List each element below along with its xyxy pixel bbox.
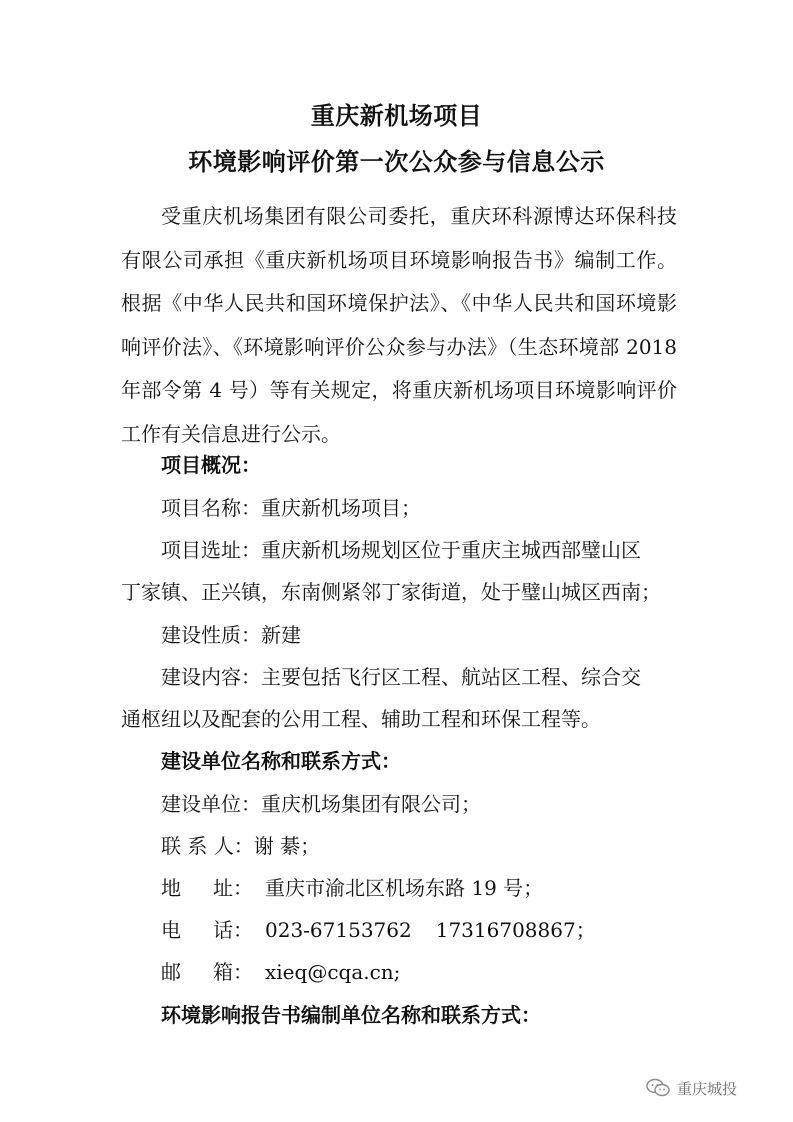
build-content-line1: 建设内容：主要包括飞行区工程、航站区工程、综合交 <box>161 665 641 689</box>
project-site-line1: 项目选址：重庆新机场规划区位于重庆主城西部璧山区 <box>161 538 641 562</box>
wechat-icon <box>645 1075 671 1101</box>
contact-person <box>161 832 721 860</box>
contact-label: 联 系 人： <box>161 834 254 858</box>
email-label-char2: 箱： <box>213 960 253 984</box>
phone-value2: 17316708867； <box>435 918 596 942</box>
contact-value: 谢 綦； <box>253 834 321 858</box>
phone-label-char2: 话： <box>213 918 253 942</box>
project-site-line2: 丁家镇、正兴镇，东南侧紧邻丁家街道，处于璧山城区西南； <box>121 580 661 604</box>
watermark <box>645 1070 785 1106</box>
phone-value1: 023-67153762 <box>265 918 412 942</box>
document-title-line2: 环境影响评价第一次公众参与信息公示 <box>188 147 605 176</box>
owner-unit: 建设单位：重庆机场集团有限公司； <box>161 792 481 816</box>
overview-heading: 项目概况： <box>161 453 261 477</box>
build-content-line2: 通枢纽以及配套的公用工程、辅助工程和环保工程等。 <box>121 707 601 731</box>
address-label-char1: 地 <box>161 876 181 900</box>
phone-label-char1: 电 <box>161 918 181 942</box>
report-heading: 环境影响报告书编制单位名称和联系方式： <box>161 1003 541 1027</box>
document-title-line1: 重庆新机场项目 <box>310 101 483 130</box>
project-name: 项目名称：重庆新机场项目； <box>161 496 421 520</box>
email-label-char1: 邮 <box>161 960 181 984</box>
phone-row <box>161 916 721 944</box>
address-label-char2: 址： <box>213 876 253 900</box>
address-row <box>161 874 721 902</box>
email-value: xieq@cqa.cn; <box>265 960 401 984</box>
owner-heading: 建设单位名称和联系方式： <box>161 749 401 773</box>
watermark-text: 重庆城投 <box>677 1079 738 1098</box>
address-value: 重庆市渝北区机场东路 19 号； <box>265 876 544 900</box>
email-row <box>161 958 721 986</box>
intro-paragraph: 受重庆机场集团有限公司委托，重庆环科源博达环保科技有限公司承担《重庆新机场项目环境影响报告书》编制工作。根据《中华人民共和国环境保护法》、《中华人民共和国环境影响评价法》、《环境影响评价公众参与办法》（生态环境部 2018 年部令第 4 号）等有关规定，将重庆新机场项目环境影响评价工作有关信息进行公示。 <box>121 204 677 446</box>
build-nature: 建设性质：新建 <box>161 623 301 647</box>
